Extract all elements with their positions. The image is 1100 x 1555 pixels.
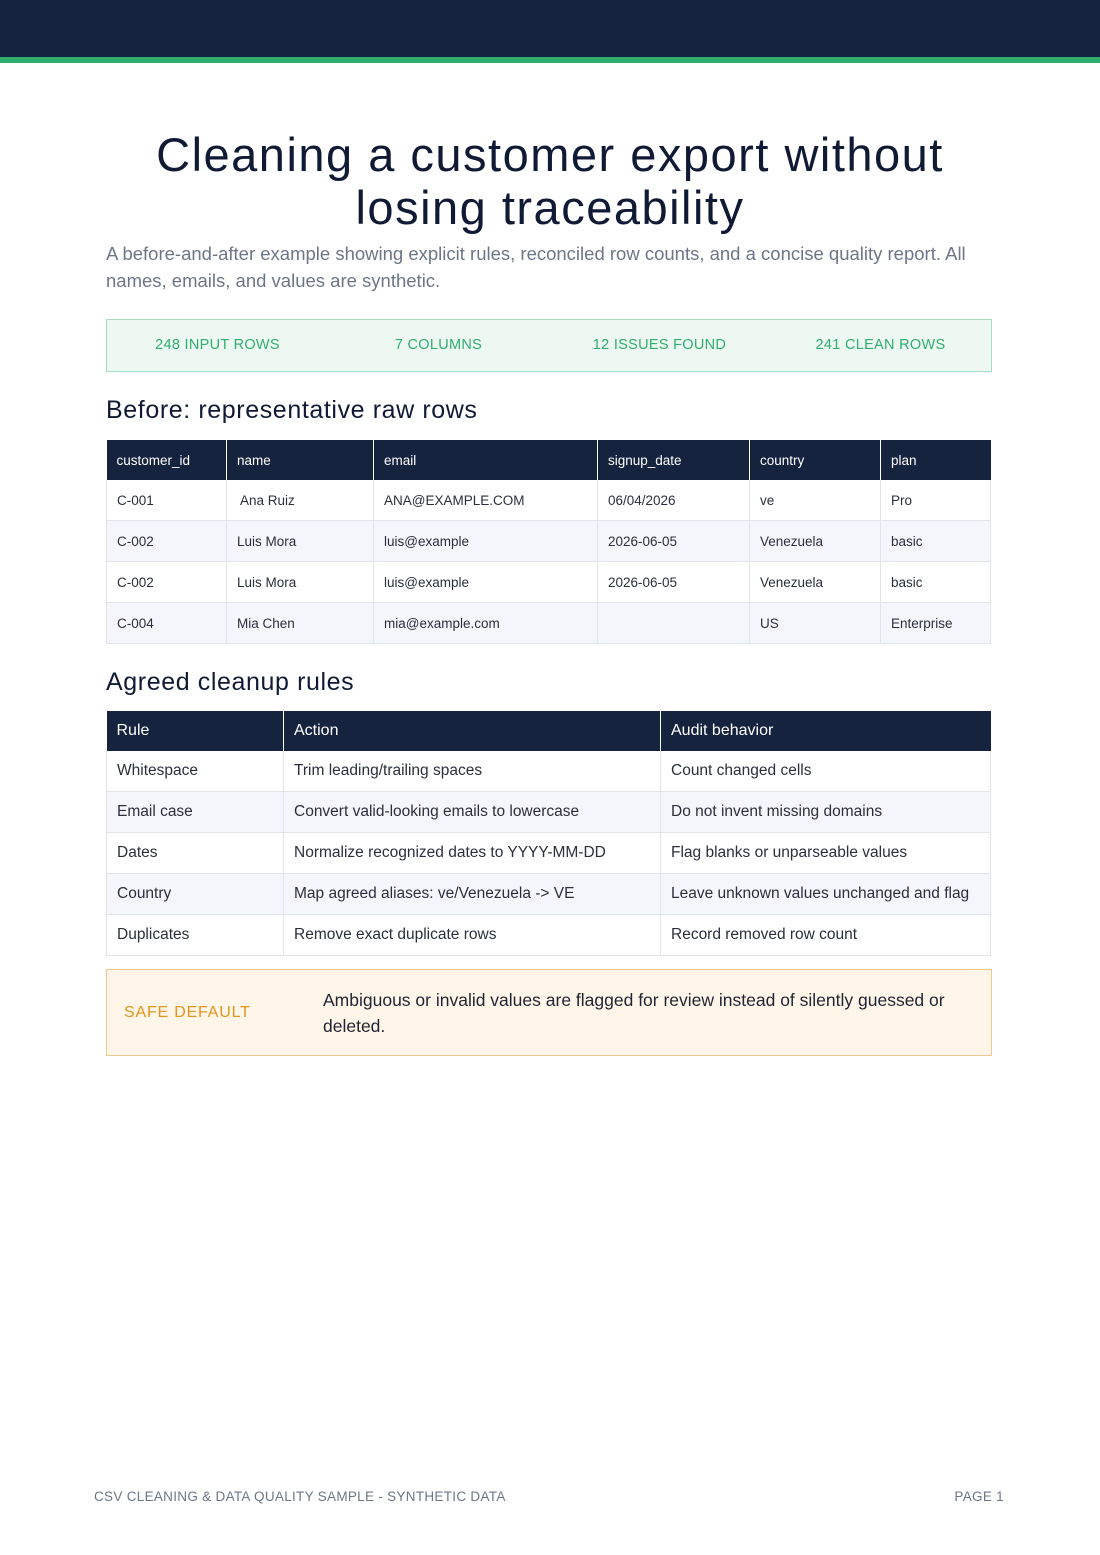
raw-rows-table [106,440,991,644]
table-cell: Map agreed aliases: ve/Venezuela -> VE [284,874,661,915]
stat-clean-rows: 241 CLEAN ROWS [815,337,946,353]
table-cell: Normalize recognized dates to YYYY-MM-DD [284,833,661,874]
table-cell: ve [750,480,881,521]
table-cell: Mia Chen [227,603,374,644]
column-header: signup_date [598,440,750,480]
table-header-row [107,440,991,480]
table-cell: luis@example [374,562,598,603]
page-title: Cleaning a customer export without losing traceability [156,128,944,234]
footer-caption: CSV CLEANING & DATA QUALITY SAMPLE - SYNTHETIC DATA [94,1489,506,1504]
table-cell: Luis Mora [227,521,374,562]
stat-columns: 7 COLUMNS [394,337,483,353]
column-header: Rule [107,711,284,751]
table-cell: Duplicates [107,915,284,956]
table-row [107,833,991,874]
table-row [107,874,991,915]
table-cell: Dates [107,833,284,874]
table-cell: 2026-06-05 [598,562,750,603]
table-cell: 2026-06-05 [598,521,750,562]
table-row [107,480,991,521]
table-cell: C-004 [107,603,227,644]
table-cell: Remove exact duplicate rows [284,915,661,956]
column-header: email [374,440,598,480]
table-cell: basic [881,521,991,562]
table-cell: 06/04/2026 [598,480,750,521]
table-cell: Email case [107,792,284,833]
table-cell: Ana Ruiz [227,480,374,521]
table-header-row [107,711,991,751]
table-row [107,603,991,644]
table-cell: C-002 [107,562,227,603]
stat-issues-found: 12 ISSUES FOUND [592,337,727,353]
table-cell: Leave unknown values unchanged and flag [661,874,991,915]
header-bar [0,0,1100,57]
stats-banner [106,319,992,372]
header-accent-line [0,57,1100,63]
table-cell: ANA@EXAMPLE.COM [374,480,598,521]
column-header: Action [284,711,661,751]
table-cell: Enterprise [881,603,991,644]
column-header: plan [881,440,991,480]
table-row [107,792,991,833]
column-header: customer_id [107,440,227,480]
table-cell: Country [107,874,284,915]
table-cell: luis@example [374,521,598,562]
table-cell: C-002 [107,521,227,562]
table-cell: basic [881,562,991,603]
table-cell: Count changed cells [661,751,991,792]
column-header: country [750,440,881,480]
table-cell: Venezuela [750,521,881,562]
table-cell: Venezuela [750,562,881,603]
cleanup-rules-table [106,711,991,956]
page-number: PAGE 1 [954,1489,1004,1504]
table-cell: Convert valid-looking emails to lowercase [284,792,661,833]
table-row [107,915,991,956]
callout-label: SAFE DEFAULT [124,1004,251,1021]
table-row [107,562,991,603]
table-cell: Trim leading/trailing spaces [284,751,661,792]
table-cell: Do not invent missing domains [661,792,991,833]
table-cell: US [750,603,881,644]
section-heading-rules: Agreed cleanup rules [106,668,355,696]
section-heading-before: Before: representative raw rows [106,396,478,424]
table-row [107,751,991,792]
callout-text: Ambiguous or invalid values are flagged for review instead of silently guessed or deleted. [323,990,945,1036]
table-cell: Flag blanks or unparseable values [661,833,991,874]
table-cell: Luis Mora [227,562,374,603]
table-cell: C-001 [107,480,227,521]
stat-input-rows: 248 INPUT ROWS [155,337,280,353]
table-cell [598,603,750,644]
table-cell: Pro [881,480,991,521]
table-cell: Record removed row count [661,915,991,956]
table-cell: mia@example.com [374,603,598,644]
page-subtitle: A before-and-after example showing explicit rules, reconciled row counts, and a concise quality report. All names, emails, and values are synthetic. [106,243,966,291]
table-cell: Whitespace [107,751,284,792]
safe-default-callout [106,969,992,1056]
column-header: name [227,440,374,480]
column-header: Audit behavior [661,711,991,751]
table-row [107,521,991,562]
